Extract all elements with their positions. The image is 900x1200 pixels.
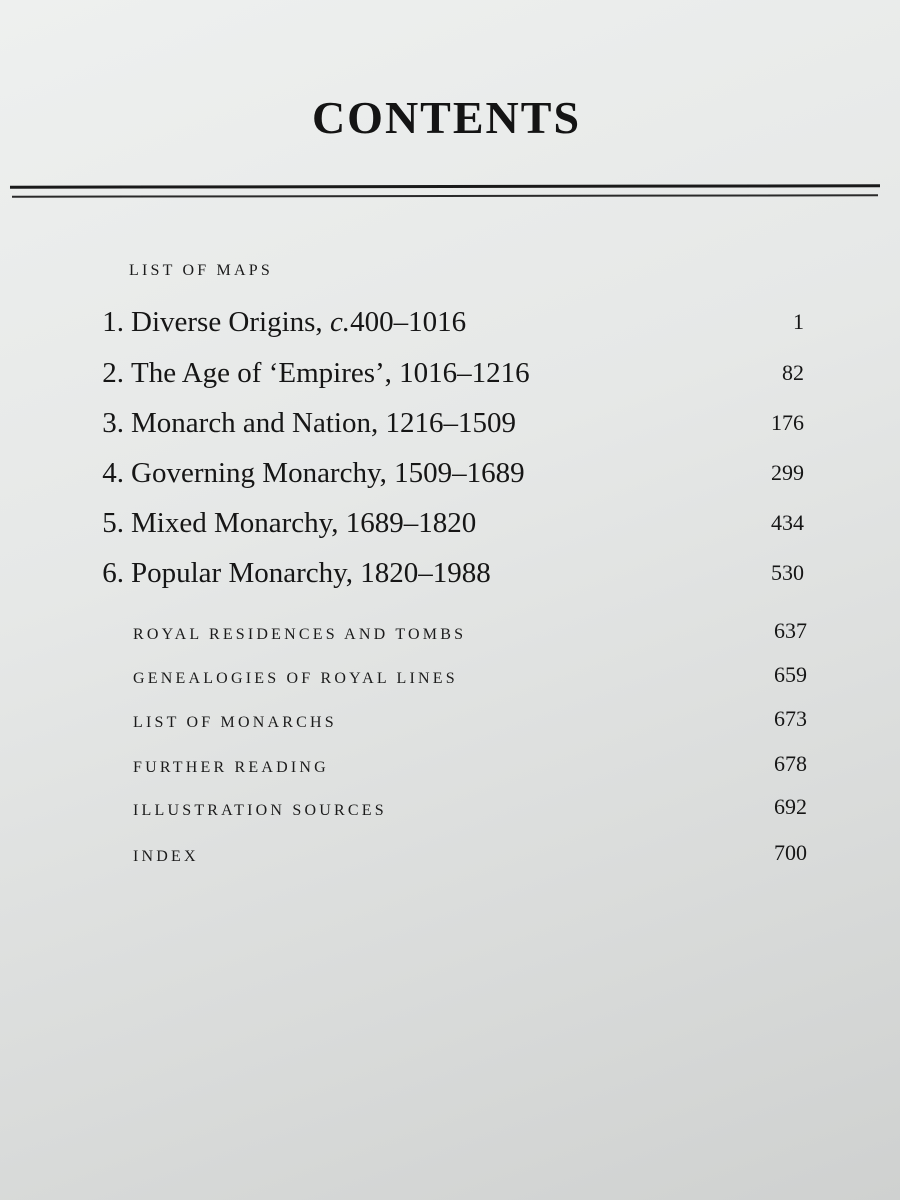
chapter-page-number: 1 [793,309,804,334]
chapter-page-number: 176 [771,410,804,435]
chapter-page-number: 530 [771,560,804,585]
chapter-entry [0,457,900,501]
back-matter-title: LIST OF MONARCHS [133,714,337,731]
back-matter-entry [0,662,900,700]
chapter-entry [0,357,900,401]
chapter-number: 2. [102,357,124,389]
back-matter-title: ROYAL RESIDENCES AND TOMBS [133,626,467,643]
back-matter-entry [0,751,900,789]
back-matter-page-number: 659 [774,662,807,687]
chapter-number: 5. [102,507,124,539]
page-title: CONTENTS [311,92,582,143]
back-matter-page-number: 678 [774,751,807,776]
chapter-page-number: 299 [771,460,804,485]
heading-rule-thick [10,184,880,189]
back-matter-title: ILLUSTRATION SOURCES [133,802,387,819]
chapter-title: Governing Monarchy, 1509–1689 [131,457,525,489]
chapter-title: Monarch and Nation, 1216–1509 [131,407,516,439]
back-matter-entry [0,840,900,878]
back-matter-title: FURTHER READING [133,759,329,776]
chapter-entry [0,557,900,601]
back-matter-entry [0,706,900,744]
chapter-number: 3. [102,407,124,439]
chapter-entry [0,306,900,350]
chapter-title: Mixed Monarchy, 1689–1820 [131,507,477,539]
list-of-maps-label: LIST OF MAPS [129,262,273,279]
chapter-number: 6. [102,557,124,589]
chapter-page-number: 434 [771,510,804,535]
chapter-page-number: 82 [782,360,804,385]
chapter-number: 4. [102,457,124,489]
back-matter-title: INDEX [133,848,199,865]
heading-rule-thin [12,194,878,197]
chapter-number: 1. [102,306,124,338]
back-matter-page-number: 692 [774,794,807,819]
chapter-entry [0,407,900,451]
chapter-title: Popular Monarchy, 1820–1988 [131,557,491,589]
back-matter-page-number: 700 [774,840,807,865]
back-matter-entry [0,618,900,656]
chapter-title: The Age of ‘Empires’, 1016–1216 [131,357,530,389]
back-matter-title: GENEALOGIES OF ROYAL LINES [133,670,458,687]
back-matter-page-number: 673 [774,706,807,731]
chapter-title: Diverse Origins, c.400–1016 [131,306,467,338]
back-matter-entry [0,794,900,832]
back-matter-page-number: 637 [774,618,807,643]
chapter-entry [0,507,900,551]
